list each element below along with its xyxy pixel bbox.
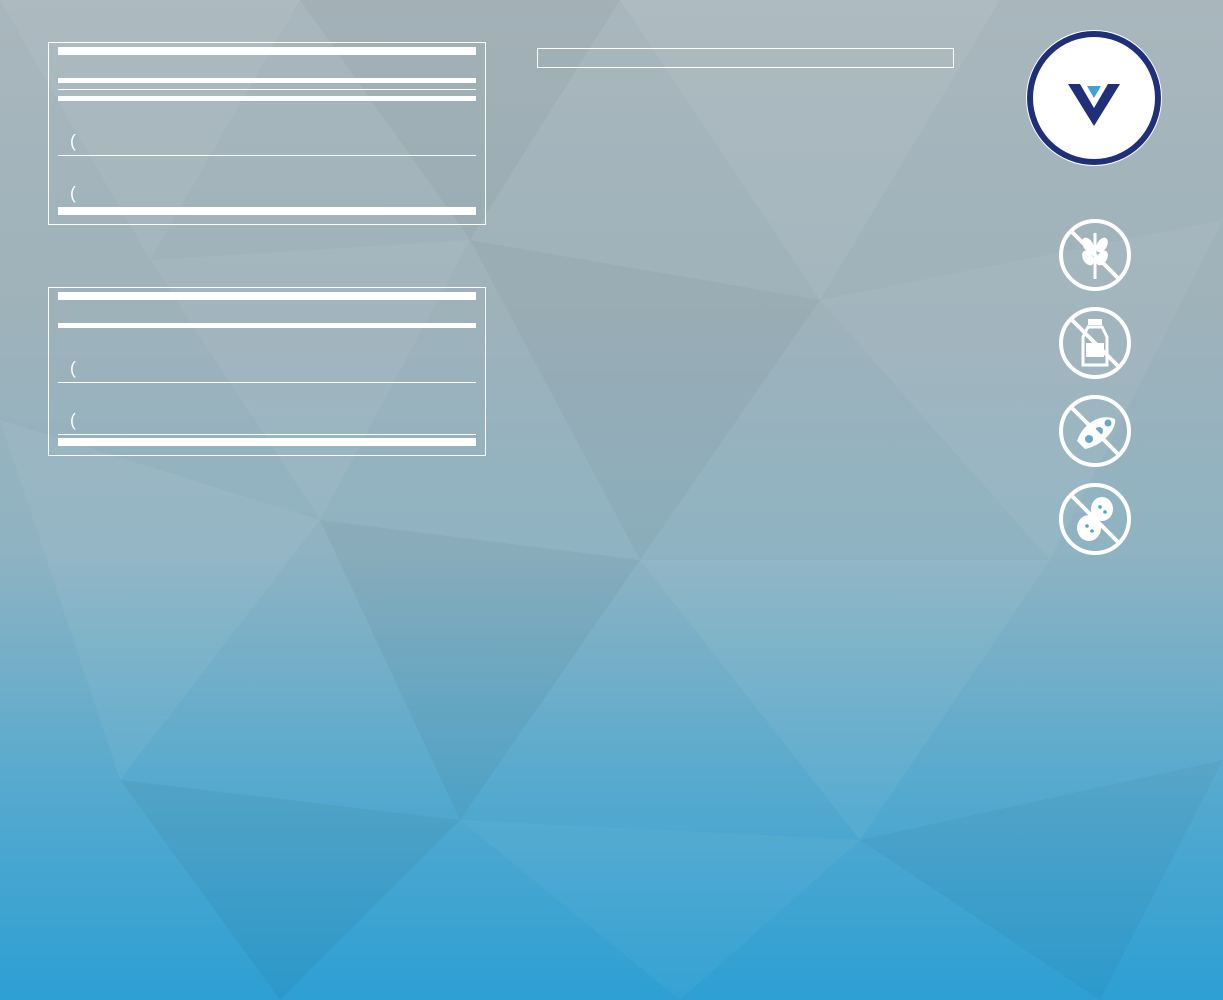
soy-free-item bbox=[1020, 393, 1170, 469]
divider bbox=[58, 78, 476, 83]
fda-disclaimer-box bbox=[537, 48, 954, 68]
nutrient-row bbox=[58, 90, 476, 93]
nutrient-amount bbox=[339, 105, 424, 153]
distributor-info bbox=[537, 180, 967, 280]
badges-column bbox=[1020, 28, 1180, 569]
quality-promise-seal bbox=[1024, 28, 1164, 168]
label-text-column bbox=[537, 34, 967, 294]
nutrient-dv bbox=[424, 332, 476, 380]
divider bbox=[58, 292, 476, 300]
testosterone-facts-panel bbox=[48, 287, 486, 456]
supplement-facts-column bbox=[48, 38, 498, 460]
divider bbox=[58, 207, 476, 215]
wheat-icon bbox=[1057, 217, 1133, 293]
nut-free-item bbox=[1020, 481, 1170, 557]
nutrient-row: ( bbox=[58, 156, 476, 207]
daily-value-note bbox=[58, 446, 476, 449]
nutrient-dv bbox=[424, 157, 476, 205]
nutrient-row: ( bbox=[58, 383, 476, 434]
nutrient-row: ( bbox=[58, 331, 476, 382]
nutrient-dv bbox=[424, 105, 476, 153]
quality-promise-badge bbox=[1024, 28, 1164, 173]
dairy-free-item bbox=[1020, 305, 1170, 381]
nutrient-dv bbox=[424, 384, 476, 432]
daily-value-note bbox=[58, 215, 476, 218]
divider bbox=[58, 96, 476, 101]
milk-bottle-icon bbox=[1057, 305, 1133, 381]
column-header bbox=[58, 304, 476, 320]
soybean-icon bbox=[1057, 393, 1133, 469]
gluten-free-item bbox=[1020, 217, 1170, 293]
immune-facts-panel bbox=[48, 42, 486, 225]
nutrient-amount bbox=[339, 384, 424, 432]
nutrient-amount bbox=[339, 157, 424, 205]
divider bbox=[58, 323, 476, 328]
nutrient-amount bbox=[339, 332, 424, 380]
divider bbox=[58, 47, 476, 55]
nutrient-row: ( bbox=[58, 104, 476, 155]
column-header bbox=[58, 59, 476, 75]
divider bbox=[58, 438, 476, 446]
tamper-evident bbox=[537, 133, 967, 158]
peanut-icon bbox=[1057, 481, 1133, 557]
storage-note bbox=[537, 94, 967, 119]
